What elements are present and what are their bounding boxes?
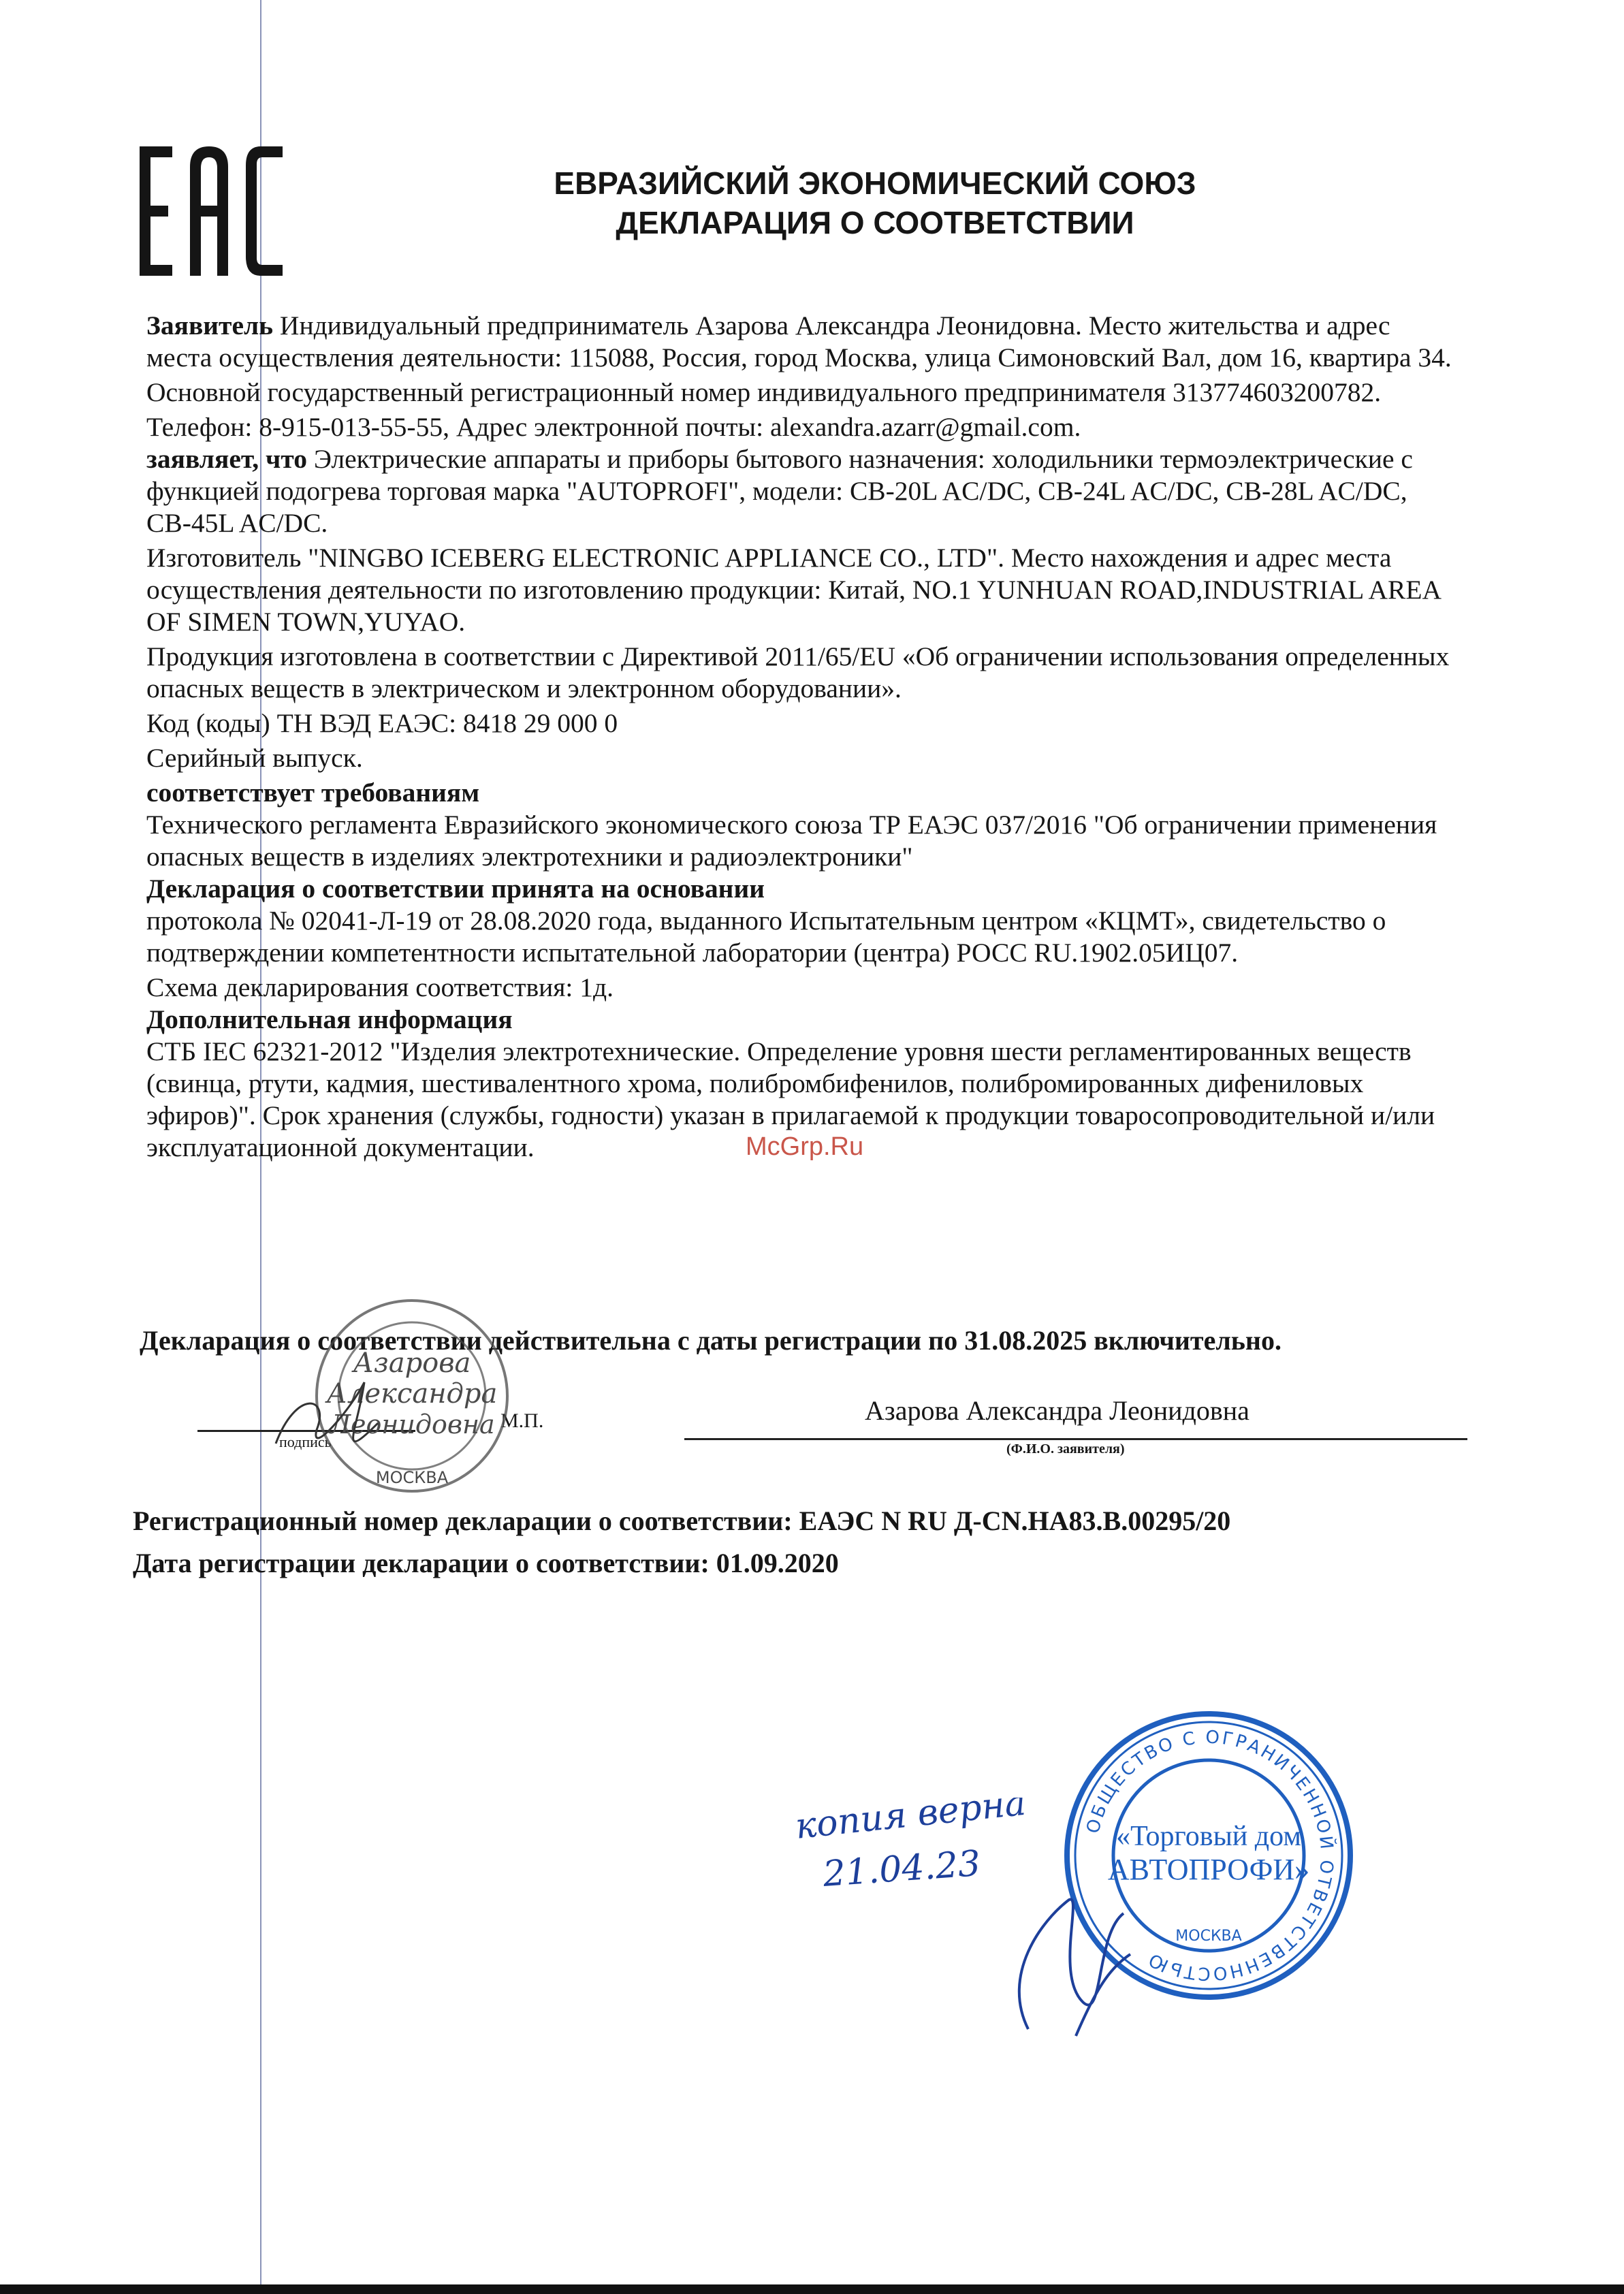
declares-label: заявляет, что <box>146 444 307 474</box>
tn-ved-paragraph: Код (коды) ТН ВЭД ЕАЭС: 8418 29 000 0 <box>146 708 618 738</box>
registration-date: Дата регистрации декларации о соответствии: 01.09.2020 <box>133 1548 839 1578</box>
basis-heading: Декларация о соответствии принята на основании <box>146 874 765 904</box>
watermark: McGrp.Ru <box>746 1132 864 1161</box>
serial-paragraph: Серийный выпуск. <box>146 743 363 773</box>
registration-number: Регистрационный номер декларации о соответствии: ЕАЭС N RU Д-CN.НА83.В.00295/20 <box>133 1506 1231 1536</box>
fio-caption: (Ф.И.О. заявителя) <box>1006 1441 1125 1456</box>
declaration-title: ДЕКЛАРАЦИЯ О СООТВЕТСТВИИ <box>616 205 1134 240</box>
additional-text: СТБ IEC 62321-2012 "Изделия электротехнические. Определение уровня шести регламентированных веществ (свинца, ртути, кадмия, шестивалентного хрома, полибромбифенилов, полибромированных дифениловых эфиров)". Срок хранения (службы, годности) указан в прилагаемой к продукции товаросопроводительной и/или эксплуатационной документации. <box>146 1036 1435 1162</box>
stamp-left-line3: Леонидовна <box>329 1409 495 1439</box>
manufacturer-paragraph: Изготовитель "NINGBO ICEBERG ELECTRONIC APPLIANCE CO., LTD". Место нахождения и адрес места осуществления деятельности по изготовлению продукции: Китай, NO.1 YUNHUAN ROAD,INDUSTRIAL AREA OF SIMEN TOWN,YUYAO. <box>146 543 1440 637</box>
signature-caption: подпись <box>279 1433 332 1450</box>
signer-name: Азарова Александра Леонидовна <box>865 1395 1249 1426</box>
handwritten-signature <box>1019 1899 1130 2036</box>
handwritten-certification <box>783 1798 1137 2060</box>
scan-bottom-edge <box>0 2284 1624 2294</box>
stamp-right-line1: «Торговый дом <box>1116 1821 1301 1852</box>
stamp-left-city: МОСКВА <box>375 1468 449 1487</box>
stamp-left-line2: Александра <box>326 1378 498 1409</box>
stamp-left-line1: Азарова <box>353 1348 471 1379</box>
declares-paragraph <box>146 443 1454 539</box>
stamp-right-city: МОСКВА <box>1175 1928 1242 1945</box>
eac-logo <box>140 146 283 279</box>
applicant-text: Индивидуальный предприниматель Азарова Александра Леонидовна. Место жительства и адрес места осуществления деятельности: 115088, Россия, город Москва, улица Симоновский Вал, дом 16, квартира 34. <box>146 310 1452 372</box>
applicant-label: Заявитель <box>146 310 274 340</box>
requirements-text: Технического регламента Евразийского экономического союза ТР ЕАЭС 037/2016 "Об ограничении применения опасных веществ в изделиях электротехники и радиоэлектроники" <box>146 810 1437 872</box>
stamp-right-line2: АВТОПРОФИ» <box>1107 1853 1310 1886</box>
scheme-paragraph: Схема декларирования соответствия: 1д. <box>146 972 614 1002</box>
document-header <box>477 163 1273 242</box>
validity-statement: Декларация о соответствии действительна с даты регистрации по 31.08.2025 включительно. <box>140 1325 1281 1356</box>
name-line <box>684 1438 1467 1440</box>
seal-place-label: М.П. <box>500 1409 544 1432</box>
declaration-body <box>146 310 1454 1164</box>
applicant-stamp <box>255 1294 569 1501</box>
requirements-heading: соответствует требованиям <box>146 778 480 808</box>
applicant-paragraph <box>146 310 1454 374</box>
basis-text: протокола № 02041-Л-19 от 28.08.2020 года, выданного Испытательным центром «КЦМТ», свидетельство о подтверждении компетентности испытательной лаборатории (центра) РОСС RU.1902.05ИЦ07. <box>146 906 1386 968</box>
handwritten-date: 21.04.23 <box>821 1843 982 1895</box>
union-title: ЕВРАЗИЙСКИЙ ЭКОНОМИЧЕСКИЙ СОЮЗ <box>554 165 1196 201</box>
handwritten-copy-note: копия верна <box>793 1798 1028 1847</box>
stamp-right-ring: ОБЩЕСТВО С ОГРАНИЧЕННОЙ ОТВЕТСТВЕННОСТЬЮ <box>1083 1727 1337 1984</box>
additional-heading: Дополнительная информация <box>146 1004 513 1034</box>
ogrn-paragraph: Основной государственный регистрационный номер индивидуального предпринимателя 313774603200782. <box>146 377 1382 407</box>
directive-paragraph: Продукция изготовлена в соответствии с Директивой 2011/65/EU «Об ограничении использования определенных опасных веществ в электрическом и электронном оборудовании». <box>146 641 1450 703</box>
contacts-paragraph: Телефон: 8-915-013-55-55, Адрес электронной почты: alexandra.azarr@gmail.com. <box>146 412 1081 442</box>
declares-text: Электрические аппараты и приборы бытового назначения: холодильники термоэлектрические с функцией подогрева торговая марка "AUTOPROFI", модели: CB-20L AC/DC, CB-24L AC/DC, CB-28L AC/DC, CB-45L AC/DC. <box>146 444 1413 538</box>
